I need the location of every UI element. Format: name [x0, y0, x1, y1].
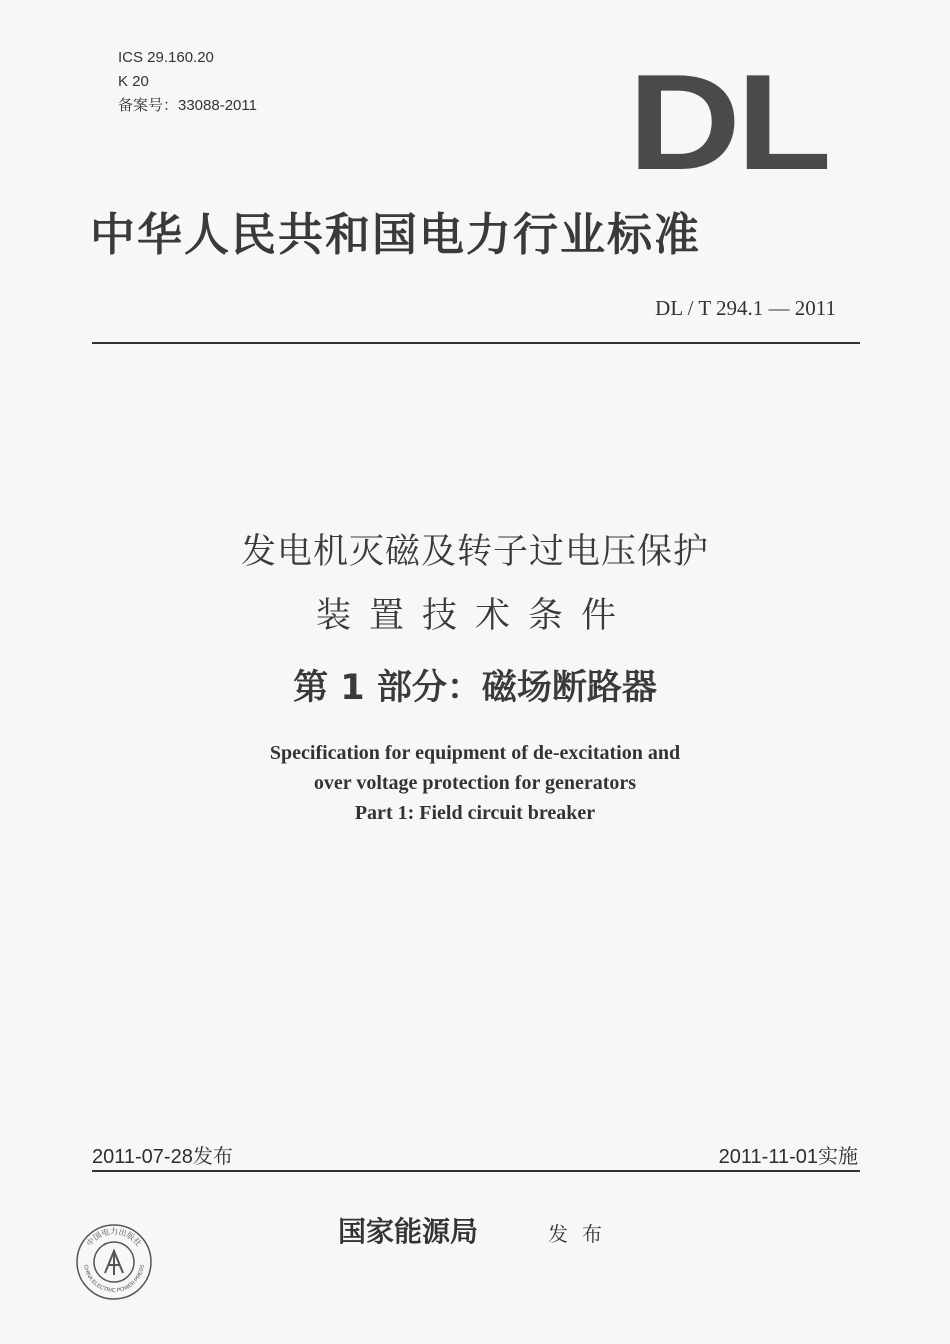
english-title-line-1: Specification for equipment of de-excitation and [269, 742, 681, 764]
seal-bottom-text: CHINA ELECTRIC POWER PRESS [82, 1264, 146, 1295]
classification-block [118, 46, 257, 118]
issue-date: 2011-07-28发布 [92, 1146, 233, 1168]
publisher-seal-icon [74, 1222, 154, 1302]
top-divider [92, 342, 860, 344]
record-number: 备案号：33088-2011 [118, 97, 257, 114]
chinese-title-line-3: 第 1 部分：磁场断路器 [293, 668, 657, 708]
bottom-divider [92, 1170, 860, 1172]
industry-standard-title: 中华人民共和国电力行业标准 [90, 208, 702, 261]
chinese-title-line-1: 发电机灭磁及转子过电压保护 [240, 532, 709, 572]
publisher-name: 国家能源局 [338, 1215, 479, 1248]
ics-code: ICS 29.160.20 [118, 49, 214, 66]
standard-number: DL / T 294.1 — 2011 [655, 296, 836, 320]
english-title-line-2: over voltage protection for generators [313, 772, 637, 794]
publish-label: 发布 [548, 1222, 616, 1246]
english-title-line-3: Part 1: Field circuit breaker [354, 802, 596, 824]
effective-date: 2011-11-01实施 [718, 1146, 858, 1168]
svg-text:中国电力出版社 [84, 1226, 144, 1248]
chinese-title-line-2: 装置技术条件 [315, 596, 634, 636]
dl-logo: DL [628, 46, 828, 198]
seal-top-text: 中国电力出版社 [84, 1227, 144, 1249]
category-code: K 20 [118, 73, 149, 90]
